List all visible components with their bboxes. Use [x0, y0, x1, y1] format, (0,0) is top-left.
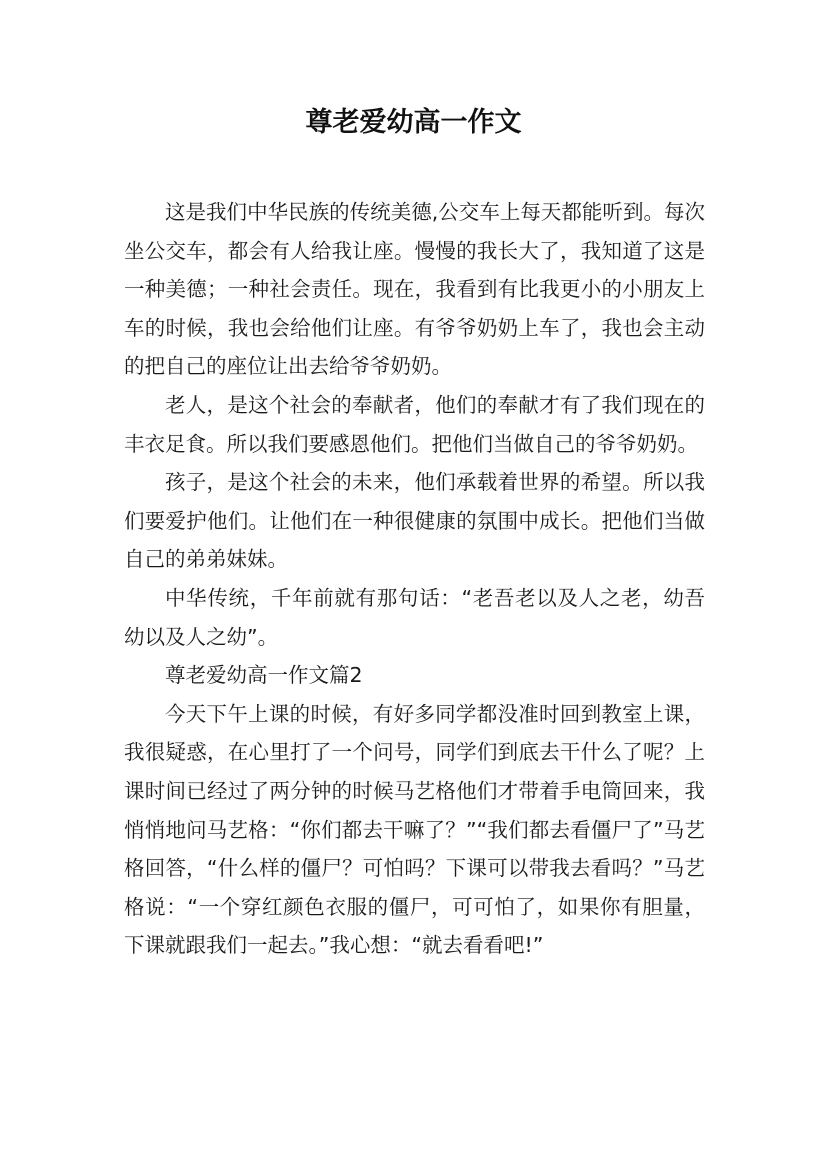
section-heading-2: 尊老爱幼高一作文篇2	[165, 663, 363, 688]
paragraph-5: 今天下午上课的时候，有好多同学都没准时回到教室上课，我很疑惑，在心里打了一个问号，同学们到底去干什么了呢？上课时间已经过了两分钟的时候马艺格他们才带着手电筒回来，我悄悄地问马艺格：“你们都去干嘛了？”“我们都去看僵尸了”马艺格回答，“什么样的僵尸？可怕吗？下课可以带我去看吗？”马艺格说：“一个穿红颜色衣服的僵尸，可可怕了，如果你有胆量，下课就跟我们一起去。”我心想：“就去看看吧!”	[124, 701, 705, 958]
document-body	[124, 193, 705, 965]
paragraph-3: 孩子，是这个社会的未来，他们承载着世界的希望。所以我们要爱护他们。让他们在一种很健康的氛围中成长。把他们当做自己的弟弟妹妹。	[124, 470, 705, 572]
paragraph-4: 中华传统，千年前就有那句话：“老吾老以及人之老，幼吾幼以及人之幼”。	[124, 585, 705, 649]
document-title: 尊老爱幼高一作文	[305, 107, 522, 138]
paragraph-1: 这是我们中华民族的传统美德,公交车上每天都能听到。每次坐公交车，都会有人给我让座。慢慢的我长大了，我知道了这是一种美德；一种社会责任。现在，我看到有比我更小的小朋友上车的时候，我也会给他们让座。有爷爷奶奶上车了，我也会主动的把自己的座位让出去给爷爷奶奶。	[124, 200, 705, 379]
paragraph-2: 老人，是这个社会的奉献者，他们的奉献才有了我们现在的丰衣足食。所以我们要感恩他们。把他们当做自己的爷爷奶奶。	[124, 392, 705, 456]
